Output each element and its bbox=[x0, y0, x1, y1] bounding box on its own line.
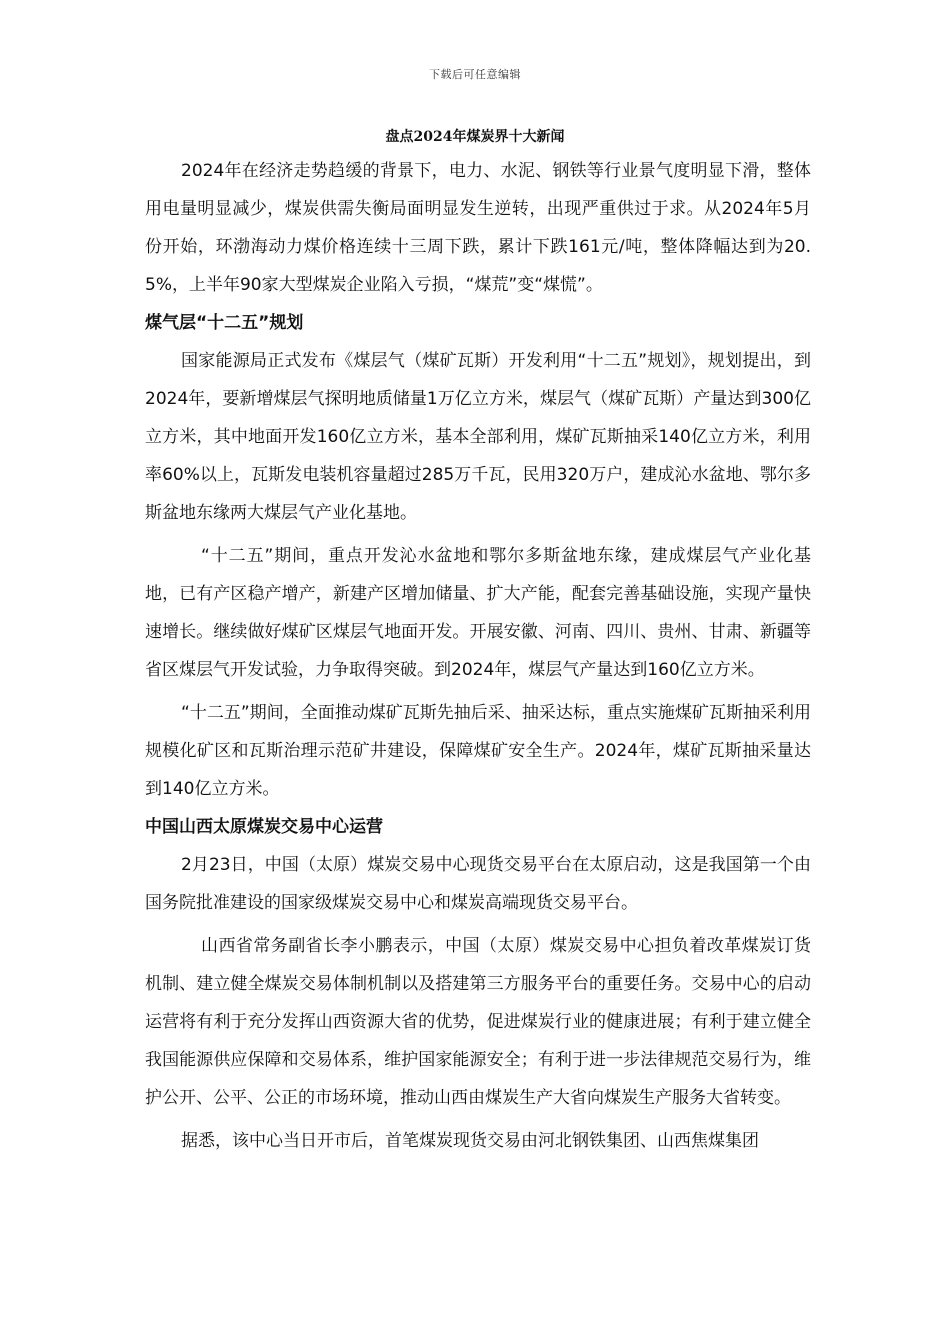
paragraph: 国家能源局正式发布《煤层气（煤矿瓦斯）开发利用“十二五”规划》，规划提出，到2024年，要新增煤层气探明地质储量1万亿立方米，煤层气（煤矿瓦斯）产量达到300亿立方米，其中地面开发160亿立方米，基本全部利用，煤矿瓦斯抽采140亿立方米，利用率60%以上，瓦斯发电装机容量超过285万千瓦，民用320万户，建成沁水盆地、鄂尔多斯盆地东缘两大煤层气产业化基地。 bbox=[145, 351, 811, 523]
header-note: 下载后可任意编辑 bbox=[429, 68, 521, 81]
section-heading-cbm-plan: 煤气层“十二五”规划 bbox=[145, 313, 304, 333]
intro-paragraph: 2024年在经济走势趋缓的背景下，电力、水泥、钢铁等行业景气度明显下滑，整体用电量明显减少，煤炭供需失衡局面明显发生逆转，出现严重供过于求。从2024年5月份开始，环渤海动力煤价格连续十三周下跌，累计下跌161元/吨，整体降幅达到为20.5%，上半年90家大型煤炭企业陷入亏损，“煤荒”变“煤慌”。 bbox=[145, 161, 811, 295]
document-title: 盘点2024年煤炭界十大新闻 bbox=[385, 129, 565, 145]
section-heading-taiyuan-exchange: 中国山西太原煤炭交易中心运营 bbox=[145, 817, 383, 837]
paragraph: 据悉，该中心当日开市后，首笔煤炭现货交易由河北钢铁集团、山西焦煤集团 bbox=[181, 1131, 759, 1151]
paragraph: 山西省常务副省长李小鹏表示，中国（太原）煤炭交易中心担负着改革煤炭订货机制、建立健全煤炭交易体制机制以及搭建第三方服务平台的重要任务。交易中心的启动运营将有利于充分发挥山西资源大省的优势，促进煤炭行业的健康进展；有利于建立健全我国能源供应保障和交易体系，维护国家能源安全；有利于进一步法律规范交易行为，维护公开、公平、公正的市场环境，推动山西由煤炭生产大省向煤炭生产服务大省转变。 bbox=[145, 936, 811, 1108]
paragraph: “十二五”期间，全面推动煤矿瓦斯先抽后采、抽采达标，重点实施煤矿瓦斯抽采利用规模化矿区和瓦斯治理示范矿井建设，保障煤矿安全生产。2024年，煤矿瓦斯抽采量达到140亿立方米。 bbox=[145, 703, 811, 799]
paragraph: “十二五”期间，重点开发沁水盆地和鄂尔多斯盆地东缘，建成煤层气产业化基地，已有产区稳产增产，新建产区增加储量、扩大产能，配套完善基础设施，实现产量快速增长。继续做好煤矿区煤层气地面开发。开展安徽、河南、四川、贵州、甘肃、新疆等省区煤层气开发试验，力争取得突破。到2024年，煤层气产量达到160亿立方米。 bbox=[145, 546, 811, 680]
document-body bbox=[145, 152, 811, 1160]
paragraph: 2月23日，中国（太原）煤炭交易中心现货交易平台在太原启动，这是我国第一个由国务院批准建设的国家级煤炭交易中心和煤炭高端现货交易平台。 bbox=[145, 855, 811, 913]
